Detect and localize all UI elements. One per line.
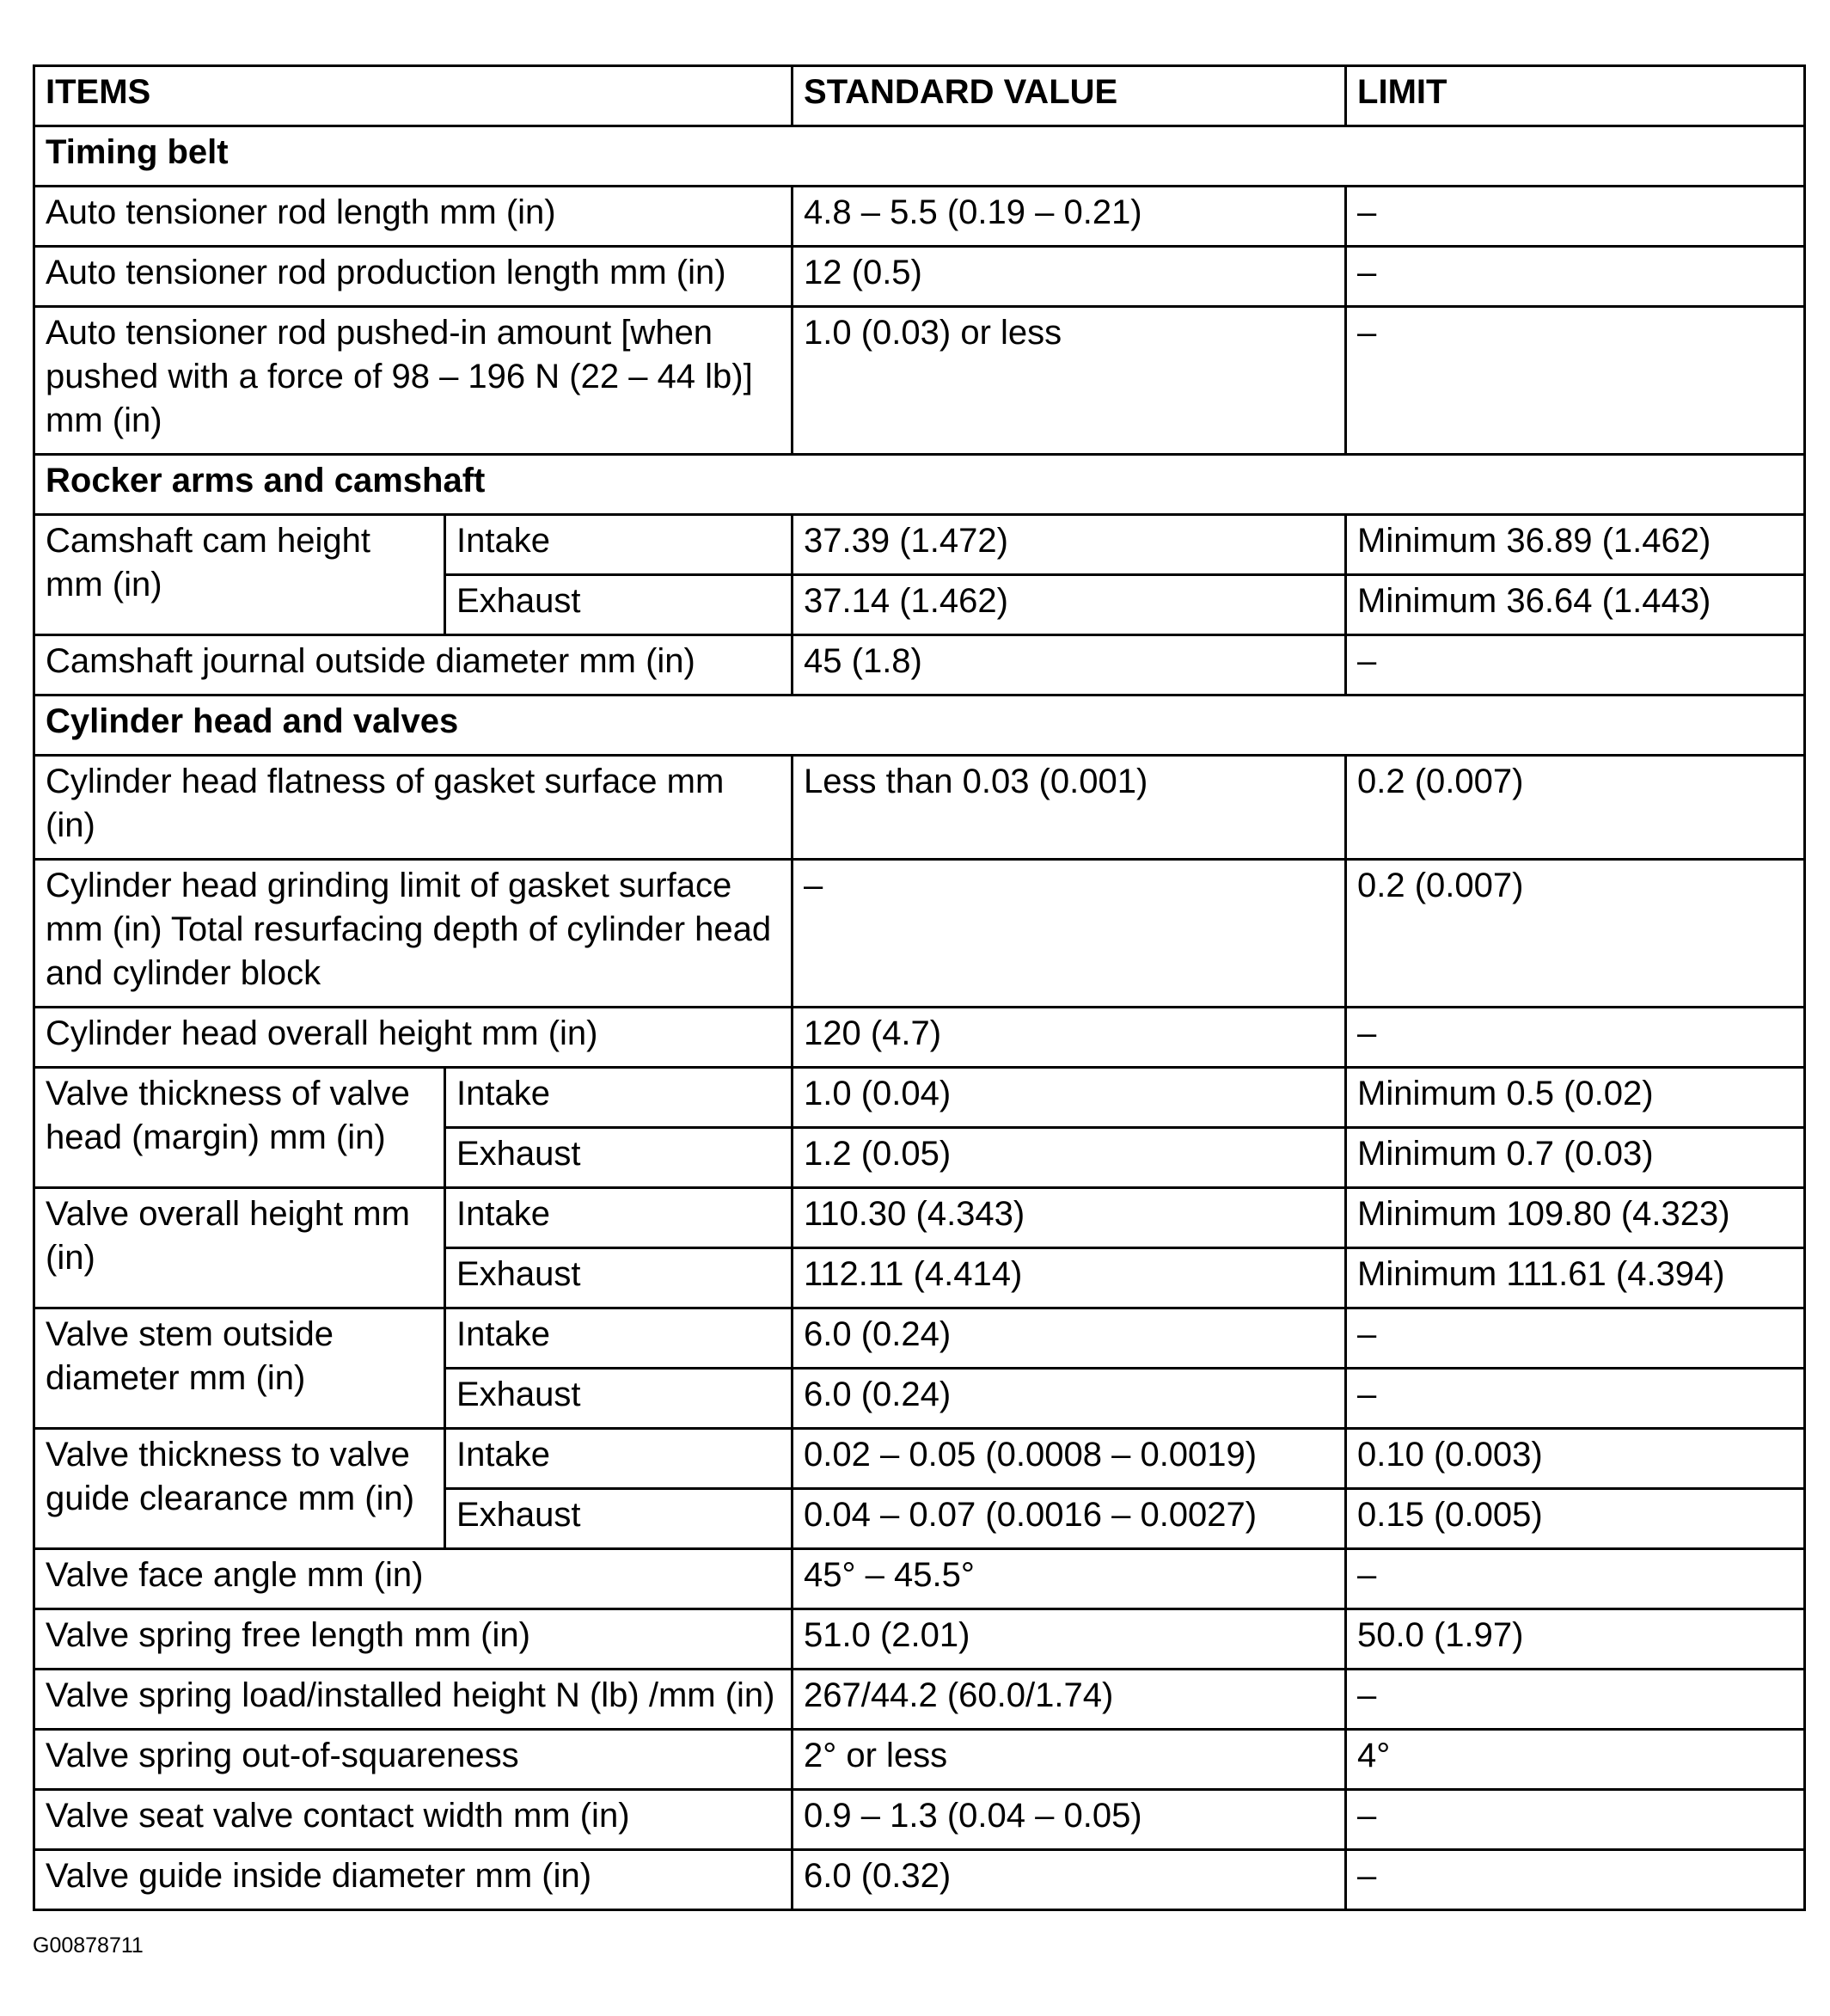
limit-cell: – <box>1346 247 1805 307</box>
sub-item-cell: Exhaust <box>445 1128 793 1188</box>
standard-cell: – <box>793 860 1346 1008</box>
standard-cell: 0.9 – 1.3 (0.04 – 0.05) <box>793 1790 1346 1850</box>
standard-cell: 51.0 (2.01) <box>793 1609 1346 1670</box>
limit-cell: – <box>1346 307 1805 455</box>
table-row <box>34 187 1805 247</box>
limit-cell: 4° <box>1346 1730 1805 1790</box>
limit-cell: Minimum 0.7 (0.03) <box>1346 1128 1805 1188</box>
sub-item-cell: Exhaust <box>445 1489 793 1549</box>
item-cell: Valve spring out-of-squareness <box>34 1730 793 1790</box>
standard-cell: 6.0 (0.24) <box>793 1308 1346 1369</box>
table-row <box>34 1730 1805 1790</box>
standard-cell: 120 (4.7) <box>793 1008 1346 1068</box>
limit-cell: – <box>1346 1850 1805 1910</box>
limit-cell: – <box>1346 1790 1805 1850</box>
limit-cell: – <box>1346 1308 1805 1369</box>
item-cell: Valve guide inside diameter mm (in) <box>34 1850 793 1910</box>
standard-cell: 37.14 (1.462) <box>793 575 1346 635</box>
standard-cell: 1.0 (0.04) <box>793 1068 1346 1128</box>
header-limit: LIMIT <box>1346 66 1805 126</box>
limit-cell: – <box>1346 1670 1805 1730</box>
item-cell: Auto tensioner rod pushed-in amount [when pushed with a force of 98 – 196 N (22 – 44 lb)] mm (in) <box>34 307 793 455</box>
table-row <box>34 635 1805 695</box>
item-cell: Cylinder head overall height mm (in) <box>34 1008 793 1068</box>
table-row <box>34 1429 1805 1489</box>
standard-cell: 110.30 (4.343) <box>793 1188 1346 1248</box>
table-row <box>34 1188 1805 1248</box>
item-cell: Valve overall height mm (in) <box>34 1188 445 1308</box>
standard-cell: 12 (0.5) <box>793 247 1346 307</box>
table-row <box>34 515 1805 575</box>
item-cell: Auto tensioner rod length mm (in) <box>34 187 793 247</box>
figure-id: G00878711 <box>33 1933 144 1958</box>
standard-cell: 1.0 (0.03) or less <box>793 307 1346 455</box>
spec-table <box>33 64 1806 1911</box>
item-cell: Cylinder head flatness of gasket surface mm (in) <box>34 756 793 860</box>
standard-cell: 267/44.2 (60.0/1.74) <box>793 1670 1346 1730</box>
standard-cell: 0.02 – 0.05 (0.0008 – 0.0019) <box>793 1429 1346 1489</box>
standard-cell: Less than 0.03 (0.001) <box>793 756 1346 860</box>
item-cell: Valve thickness of valve head (margin) mm (in) <box>34 1068 445 1188</box>
limit-cell: Minimum 111.61 (4.394) <box>1346 1248 1805 1308</box>
standard-cell: 6.0 (0.32) <box>793 1850 1346 1910</box>
item-cell: Valve thickness to valve guide clearance mm (in) <box>34 1429 445 1549</box>
item-cell: Auto tensioner rod production length mm (in) <box>34 247 793 307</box>
item-cell: Valve seat valve contact width mm (in) <box>34 1790 793 1850</box>
table-row <box>34 1609 1805 1670</box>
item-cell: Camshaft cam height mm (in) <box>34 515 445 635</box>
standard-cell: 37.39 (1.472) <box>793 515 1346 575</box>
standard-cell: 4.8 – 5.5 (0.19 – 0.21) <box>793 187 1346 247</box>
limit-cell: – <box>1346 635 1805 695</box>
item-cell: Valve spring load/installed height N (lb) /mm (in) <box>34 1670 793 1730</box>
table-row <box>34 756 1805 860</box>
limit-cell: 0.10 (0.003) <box>1346 1429 1805 1489</box>
section-title-timing-belt: Timing belt <box>34 126 1805 187</box>
section-row <box>34 455 1805 515</box>
standard-cell: 45 (1.8) <box>793 635 1346 695</box>
table-row <box>34 247 1805 307</box>
header-items: ITEMS <box>34 66 793 126</box>
standard-cell: 0.04 – 0.07 (0.0016 – 0.0027) <box>793 1489 1346 1549</box>
standard-cell: 45° – 45.5° <box>793 1549 1346 1609</box>
standard-cell: 2° or less <box>793 1730 1346 1790</box>
limit-cell: Minimum 36.89 (1.462) <box>1346 515 1805 575</box>
item-cell: Valve face angle mm (in) <box>34 1549 793 1609</box>
item-cell: Cylinder head grinding limit of gasket surface mm (in) Total resurfacing depth of cylinder head and cylinder block <box>34 860 793 1008</box>
header-row <box>34 66 1805 126</box>
header-standard-value: STANDARD VALUE <box>793 66 1346 126</box>
limit-cell: – <box>1346 1369 1805 1429</box>
sub-item-cell: Intake <box>445 1429 793 1489</box>
table-row <box>34 1670 1805 1730</box>
limit-cell: 0.2 (0.007) <box>1346 756 1805 860</box>
limit-cell: Minimum 109.80 (4.323) <box>1346 1188 1805 1248</box>
limit-cell: Minimum 0.5 (0.02) <box>1346 1068 1805 1128</box>
sub-item-cell: Exhaust <box>445 1248 793 1308</box>
item-cell: Camshaft journal outside diameter mm (in) <box>34 635 793 695</box>
table-row <box>34 1790 1805 1850</box>
sub-item-cell: Intake <box>445 1188 793 1248</box>
item-cell: Valve stem outside diameter mm (in) <box>34 1308 445 1429</box>
table-row <box>34 1008 1805 1068</box>
table-row <box>34 1549 1805 1609</box>
table-row <box>34 1068 1805 1128</box>
limit-cell: – <box>1346 1008 1805 1068</box>
limit-cell: Minimum 36.64 (1.443) <box>1346 575 1805 635</box>
sub-item-cell: Intake <box>445 1068 793 1128</box>
standard-cell: 112.11 (4.414) <box>793 1248 1346 1308</box>
sub-item-cell: Intake <box>445 515 793 575</box>
section-title-cylinder-head: Cylinder head and valves <box>34 695 1805 756</box>
section-row <box>34 695 1805 756</box>
limit-cell: 0.15 (0.005) <box>1346 1489 1805 1549</box>
standard-cell: 1.2 (0.05) <box>793 1128 1346 1188</box>
standard-cell: 6.0 (0.24) <box>793 1369 1346 1429</box>
sub-item-cell: Intake <box>445 1308 793 1369</box>
table-row <box>34 307 1805 455</box>
sub-item-cell: Exhaust <box>445 1369 793 1429</box>
table-row <box>34 1308 1805 1369</box>
item-cell: Valve spring free length mm (in) <box>34 1609 793 1670</box>
section-title-rocker-arms: Rocker arms and camshaft <box>34 455 1805 515</box>
sub-item-cell: Exhaust <box>445 575 793 635</box>
section-row <box>34 126 1805 187</box>
limit-cell: 0.2 (0.007) <box>1346 860 1805 1008</box>
limit-cell: – <box>1346 1549 1805 1609</box>
limit-cell: – <box>1346 187 1805 247</box>
table-row <box>34 860 1805 1008</box>
limit-cell: 50.0 (1.97) <box>1346 1609 1805 1670</box>
table-row <box>34 1850 1805 1910</box>
